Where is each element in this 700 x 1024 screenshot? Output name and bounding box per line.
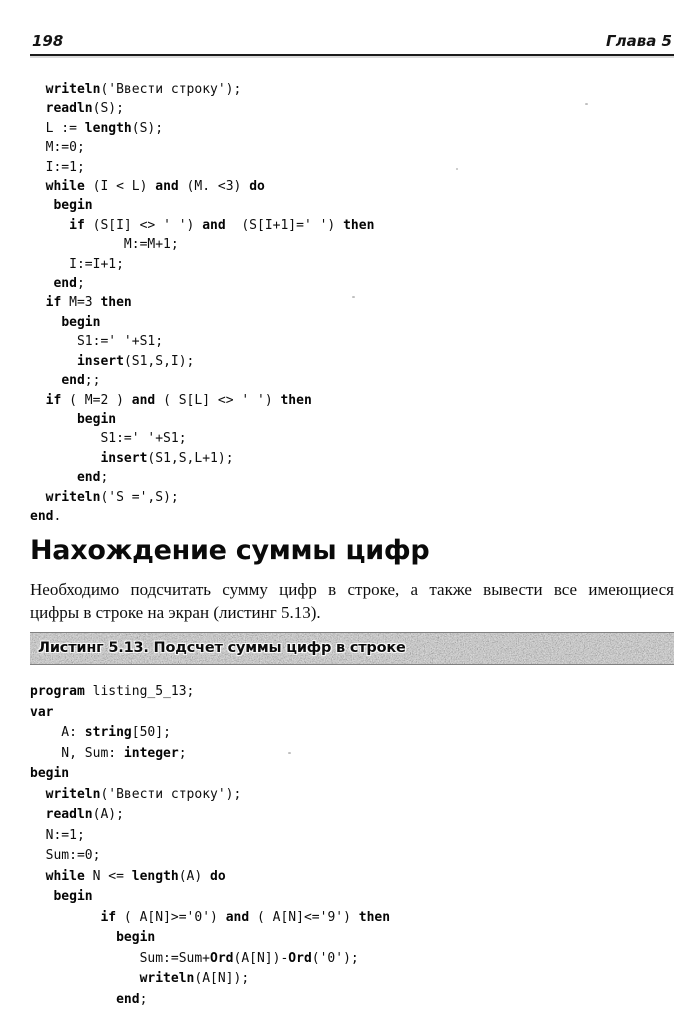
code-line: program listing_5_13; <box>30 684 195 699</box>
code-line: N:=1; <box>30 827 85 843</box>
code-line: readln(S); <box>45 101 124 117</box>
code-line: Sum:=0; <box>30 848 101 863</box>
code-line: begin <box>76 411 117 427</box>
code-line: M:=M+1; <box>30 237 179 253</box>
code-line: begin <box>116 930 156 945</box>
code-line: begin <box>61 314 101 330</box>
code-line: end; <box>116 991 148 1007</box>
code-line: if ( M=2 ) and ( S[L] <> ' ') then <box>45 392 312 408</box>
code-line: if (S[I] <> ' ') and (S[I+1]=' ') then <box>69 217 375 233</box>
code-line: writeln('Ввести строку'); <box>45 786 242 802</box>
scan-speckle <box>585 103 588 105</box>
paragraph-line-2: цифры в строке на экран (листинг 5.13). <box>30 602 321 622</box>
code-line: while (I < L) and (M. <3) do <box>45 179 265 195</box>
listing-caption-bar <box>30 632 674 665</box>
code-line: end; <box>53 276 85 292</box>
code-line: writeln(A[N]); <box>139 971 250 986</box>
code-line: S1:=' '+S1; <box>30 334 164 350</box>
code-line: A: string[50]; <box>30 725 171 740</box>
section-heading: Нахождение суммы цифр <box>30 535 430 566</box>
code-line: insert(S1,S,I); <box>76 353 195 369</box>
scan-speckle <box>352 296 355 298</box>
code-line: I:=I+1; <box>30 256 124 272</box>
code-line: end. <box>30 508 62 524</box>
code-line: if ( A[N]>='0') and ( A[N]<='9') then <box>100 909 391 925</box>
code-line: writeln('S =',S); <box>45 489 179 505</box>
code-line: writeln('Ввести строку'); <box>45 82 242 97</box>
scan-speckle <box>456 168 458 170</box>
code-line: if M=3 then <box>45 295 132 311</box>
code-line: L := length(S); <box>30 120 164 136</box>
code-line: M:=0; <box>30 140 85 156</box>
page-number: 198 <box>32 32 64 50</box>
code-block-listing-5-12-continued <box>30 80 374 526</box>
body-paragraph <box>30 579 674 624</box>
code-line: readln(A); <box>45 807 124 822</box>
code-line: end; <box>76 470 109 486</box>
code-line: begin <box>30 766 70 781</box>
code-line: while N <= length(A) do <box>45 868 226 884</box>
code-line: N, Sum: integer; <box>30 745 187 761</box>
code-line: begin <box>53 889 93 904</box>
code-line: Sum:=Sum+Ord(A[N])-Ord('0'); <box>30 950 359 966</box>
code-line: insert(S1,S,L+1); <box>100 450 234 466</box>
chapter-title: Глава 5 <box>606 32 672 50</box>
code-line: begin <box>53 198 93 214</box>
code-line: end;; <box>61 373 101 389</box>
code-line: I:=1; <box>30 159 85 175</box>
listing-caption-text: Листинг 5.13. Подсчет суммы цифр в строке <box>38 640 406 656</box>
scan-speckle <box>288 752 291 754</box>
page-header <box>32 32 672 50</box>
paragraph-line-1: Необходимо подсчитать сумму цифр в строке, а также вывести все имеющиеся <box>30 580 674 599</box>
code-line: S1:=' '+S1; <box>30 431 187 447</box>
code-block-listing-5-13 <box>30 682 390 1010</box>
code-line: var <box>30 704 54 720</box>
header-rule <box>30 54 674 56</box>
